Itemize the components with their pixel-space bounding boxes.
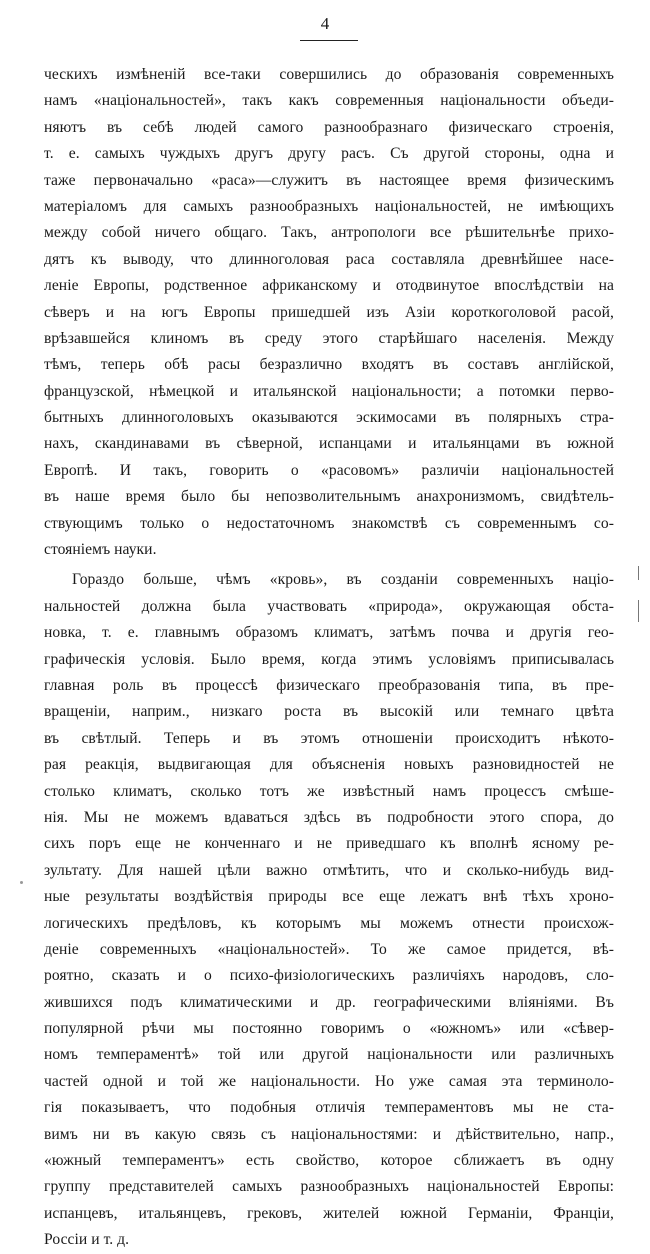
text-line: въ наше время было бы непозволительнымъ анахронизмомъ, свидѣтель- bbox=[44, 488, 614, 506]
text-line: нія. Мы не можемъ вдаваться здѣсь въ подробности этого спора, до bbox=[44, 808, 614, 826]
text-line: столько климатъ, сколько тотъ же извѣстный намъ процессъ смѣше- bbox=[44, 782, 614, 800]
text-line: жившихся подъ климатическими и др. географическими вліяніями. Въ bbox=[44, 993, 614, 1011]
text-line: тѣмъ, теперь обѣ расы безразлично входятъ въ составъ англійской, bbox=[44, 356, 614, 374]
text-line: намъ «національностей», такъ какъ современныя національности объеди- bbox=[44, 92, 614, 110]
text-line: зультату. Для нашей цѣли важно отмѣтить, что и сколько-нибудь вид- bbox=[44, 861, 614, 879]
body-text bbox=[44, 62, 614, 1254]
page-number: 4 bbox=[320, 14, 330, 33]
text-line: новка, т. е. главнымъ образомъ климатъ, затѣмъ почва и другія гео- bbox=[44, 624, 614, 642]
text-line: частей одной и той же національности. Но уже самая эта терминоло- bbox=[44, 1072, 614, 1090]
text-line: вращеніи, наприм., низкаго роста въ высокій или темнаго цвѣта bbox=[44, 703, 614, 721]
margin-mark bbox=[638, 600, 639, 622]
header-rule bbox=[300, 40, 358, 41]
text-line: вимъ ни въ какую связь съ національностями: и дѣйствительно, напр., bbox=[44, 1125, 614, 1143]
text-line: рая реакція, выдвигающая для объясненія новыхъ разновидностей не bbox=[44, 756, 614, 774]
text-line: группу представителей самыхъ разнообразныхъ національностей Европы: bbox=[44, 1178, 614, 1196]
text-line: нахъ, скандинавами въ сѣверной, испанцами и итальянцами въ южной bbox=[44, 435, 614, 453]
text-line: Россіи и т. д. bbox=[44, 1231, 130, 1249]
text-line: врѣзавшейся клиномъ въ среду этого старѣйшаго населенія. Между bbox=[44, 329, 614, 347]
text-line: французской, нѣмецкой и итальянской національности; а потомки перво- bbox=[44, 382, 614, 400]
text-line: Гораздо больше, чѣмъ «кровь», въ созданіи современныхъ націо- bbox=[72, 571, 614, 589]
text-line: леніе Европы, родственное африканскому и отодвинутое впослѣдствіи на bbox=[44, 277, 614, 295]
margin-mark bbox=[638, 566, 639, 580]
text-line: ствующимъ только о недостаточномъ знакомствѣ съ современнымъ со- bbox=[44, 514, 614, 532]
text-line: главная роль въ процессѣ физическаго преобразованія типа, въ пре- bbox=[44, 676, 614, 694]
text-line: Европѣ. И такъ, говорить о «расовомъ» различіи національностей bbox=[44, 461, 614, 479]
text-line: деніе современныхъ «національностей». То же самое придется, вѣ- bbox=[44, 940, 614, 958]
text-line: испанцевъ, итальянцевъ, грековъ, жителей южной Германіи, Франціи, bbox=[44, 1204, 614, 1222]
text-line: гія показываетъ, что подобныя отличія темпераментовъ мы не ста- bbox=[44, 1099, 614, 1117]
paragraph bbox=[44, 62, 614, 563]
text-line: номъ темпераментѣ» той или другой національности или различныхъ bbox=[44, 1046, 614, 1064]
text-line: т. е. самыхъ чуждыхъ другъ другу расъ. Съ другой стороны, одна и bbox=[44, 145, 614, 163]
paragraph bbox=[44, 567, 614, 1253]
text-line: нальностей должна была участвовать «природа», окружающая обста- bbox=[44, 597, 614, 615]
text-line: роятно, сказать и о психо-физіологическихъ различіяхъ народовъ, сло- bbox=[44, 967, 614, 985]
text-line: ческихъ измѣненій все-таки совершились до образованія современныхъ bbox=[44, 66, 614, 83]
text-line: сѣверъ и на югъ Европы пришедшей изъ Азіи короткоголовой расой, bbox=[44, 303, 614, 321]
text-line: дятъ къ выводу, что длинноголовая раса составляла древнѣйшее насе- bbox=[44, 250, 614, 268]
text-line: популярной рѣчи мы постоянно говоримъ о «южномъ» или «сѣвер- bbox=[44, 1020, 614, 1038]
text-line: сихъ поръ еще не конченнаго и не приведшаго къ вполнѣ ясному ре- bbox=[44, 835, 614, 853]
text-line: между собой ничего общаго. Такъ, антропологи все рѣшительнѣе прихо- bbox=[44, 224, 614, 242]
text-line: бытныхъ длинноголовыхъ оказываются эскимосами въ полярныхъ стра- bbox=[44, 409, 614, 427]
text-line: ные результаты воздѣйствія природы все еще лежатъ внѣ тѣхъ хроно- bbox=[44, 888, 614, 906]
text-line: въ свѣтлый. Теперь и въ этомъ отношеніи происходитъ нѣкото- bbox=[44, 729, 614, 747]
text-line: няютъ въ себѣ людей самого разнообразнаго физическаго строенія, bbox=[44, 118, 614, 136]
text-line: стояніемъ науки. bbox=[44, 541, 157, 559]
text-line: таже первоначально «раса»—служитъ въ настоящее время физическимъ bbox=[44, 171, 614, 189]
text-line: матеріаломъ для самыхъ разнообразныхъ національностей, не имѣющихъ bbox=[44, 197, 614, 215]
text-line: логическихъ предѣловъ, къ которымъ мы можемъ отнести происхож- bbox=[44, 914, 614, 932]
text-line: графическія условія. Было время, когда этимъ условіямъ приписывалась bbox=[44, 650, 614, 668]
text-line: «южный темпераментъ» есть свойство, которое сближаетъ въ одну bbox=[44, 1152, 614, 1170]
margin-mark bbox=[20, 881, 23, 884]
